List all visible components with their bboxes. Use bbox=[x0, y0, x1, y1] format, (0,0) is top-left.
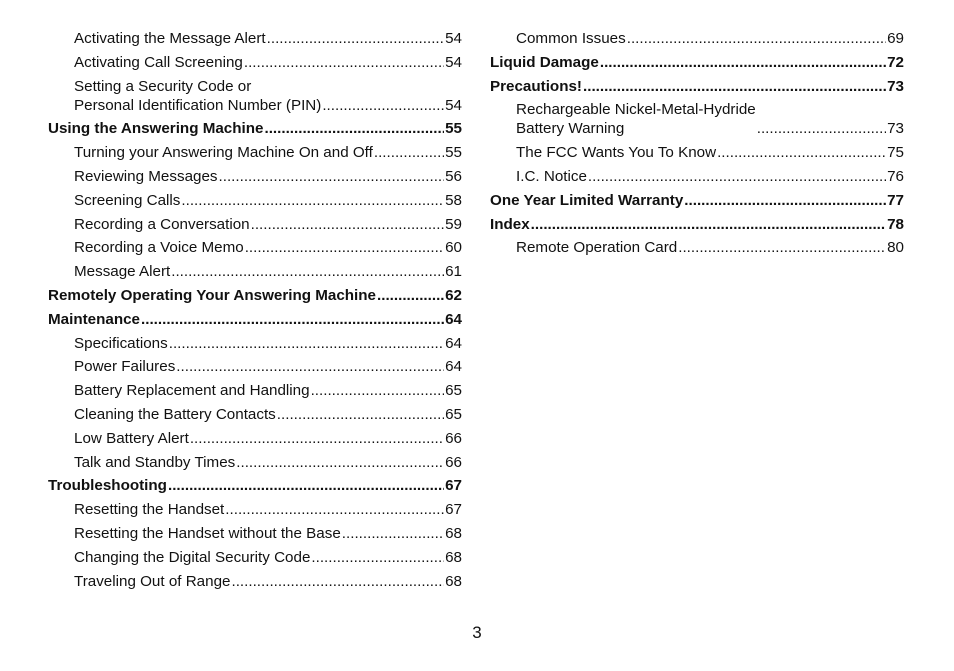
toc-entry[interactable] bbox=[48, 238, 462, 257]
toc-section-page: 77 bbox=[887, 191, 904, 209]
toc-section-title: Troubleshooting bbox=[48, 477, 167, 495]
toc-section[interactable] bbox=[490, 215, 904, 234]
toc-entry[interactable] bbox=[48, 357, 462, 376]
toc-entry-title bbox=[74, 77, 321, 115]
toc-entry-title: Activating Call Screening bbox=[74, 53, 243, 71]
toc-entry-title: Remote Operation Card bbox=[516, 239, 678, 257]
toc-entry-title-line1: Rechargeable Nickel-Metal-Hydride bbox=[516, 101, 756, 119]
dot-leader bbox=[141, 310, 444, 329]
dot-leader bbox=[757, 119, 886, 138]
toc-entry-page: 59 bbox=[445, 215, 462, 233]
dot-leader bbox=[322, 96, 444, 115]
toc-entry-page: 54 bbox=[445, 53, 462, 71]
toc-entry[interactable] bbox=[48, 524, 462, 543]
toc-section-title: Liquid Damage bbox=[490, 53, 599, 71]
dot-leader bbox=[190, 429, 444, 448]
toc-section[interactable] bbox=[490, 53, 904, 72]
toc-section[interactable] bbox=[48, 286, 462, 305]
toc-entry-title: Reviewing Messages bbox=[74, 167, 218, 185]
toc-section-page: 55 bbox=[445, 120, 462, 138]
toc-entry-title: Recording a Voice Memo bbox=[74, 239, 244, 257]
toc-entry[interactable] bbox=[48, 215, 462, 234]
toc-entry-title: Cleaning the Battery Contacts bbox=[74, 405, 276, 423]
toc-entry-title: Recording a Conversation bbox=[74, 215, 250, 233]
dot-leader bbox=[181, 191, 444, 210]
dot-leader bbox=[311, 381, 445, 400]
toc-section-title: Remotely Operating Your Answering Machine bbox=[48, 286, 376, 304]
toc-section-title: Index bbox=[490, 215, 530, 233]
dot-leader bbox=[169, 334, 444, 353]
toc-entry-title: Traveling Out of Range bbox=[74, 572, 231, 590]
toc-entry-page: 75 bbox=[887, 144, 904, 162]
toc-entry-title: Low Battery Alert bbox=[74, 429, 189, 447]
toc-entry-page: 64 bbox=[445, 334, 462, 352]
toc-section-page: 67 bbox=[445, 477, 462, 495]
toc-entry[interactable] bbox=[48, 167, 462, 186]
toc-entry[interactable] bbox=[490, 143, 904, 162]
dot-leader bbox=[342, 524, 444, 543]
toc-right-column bbox=[490, 29, 904, 262]
dot-leader bbox=[684, 191, 886, 210]
toc-entry-page: 65 bbox=[445, 405, 462, 423]
toc-entry-page: 61 bbox=[445, 263, 462, 281]
toc-entry-page: 66 bbox=[445, 429, 462, 447]
dot-leader bbox=[245, 238, 444, 257]
toc-section[interactable] bbox=[490, 191, 904, 210]
dot-leader bbox=[267, 29, 444, 48]
toc-entry-page: 56 bbox=[445, 167, 462, 185]
toc-entry[interactable] bbox=[48, 262, 462, 281]
toc-entry[interactable] bbox=[48, 29, 462, 48]
toc-entry-page: 68 bbox=[445, 548, 462, 566]
toc-entry-title: Power Failures bbox=[74, 358, 176, 376]
dot-leader bbox=[678, 238, 886, 257]
toc-entry[interactable] bbox=[48, 77, 462, 115]
toc-entry-page: 69 bbox=[887, 30, 904, 47]
toc-entry[interactable] bbox=[48, 143, 462, 162]
dot-leader bbox=[231, 572, 444, 591]
toc-entry-page: 68 bbox=[445, 572, 462, 590]
toc-entry-page: 55 bbox=[445, 144, 462, 162]
toc-entry-title: Common Issues bbox=[516, 30, 626, 47]
dot-leader bbox=[588, 167, 886, 186]
dot-leader bbox=[311, 548, 444, 567]
toc-entry-title-line1: Setting a Security Code or bbox=[74, 77, 252, 95]
toc-section-title: Using the Answering Machine bbox=[48, 120, 264, 138]
toc-entry[interactable] bbox=[490, 29, 904, 48]
dot-leader bbox=[225, 500, 444, 519]
dot-leader bbox=[219, 167, 445, 186]
dot-leader bbox=[374, 143, 444, 162]
toc-left-column bbox=[48, 29, 462, 595]
toc-entry-page: 58 bbox=[445, 191, 462, 209]
toc-entry-title: Activating the Message Alert bbox=[74, 30, 266, 47]
toc-entry-page: 68 bbox=[445, 524, 462, 542]
toc-section-page: 73 bbox=[887, 77, 904, 95]
toc-section[interactable] bbox=[48, 310, 462, 329]
toc-section-title: Maintenance bbox=[48, 310, 140, 328]
toc-section[interactable] bbox=[490, 77, 904, 96]
toc-entry-page: 65 bbox=[445, 382, 462, 400]
toc-entry-title-line2: Personal Identification Number (PIN) bbox=[74, 96, 322, 114]
toc-entry[interactable] bbox=[48, 53, 462, 72]
toc-entry[interactable] bbox=[48, 572, 462, 591]
toc-entry[interactable] bbox=[48, 191, 462, 210]
toc-entry[interactable] bbox=[48, 334, 462, 353]
toc-entry-page: 64 bbox=[445, 358, 462, 376]
toc-entry-title: Turning your Answering Machine On and Off bbox=[74, 144, 373, 162]
dot-leader bbox=[251, 215, 444, 234]
toc-entry[interactable] bbox=[48, 405, 462, 424]
dot-leader bbox=[277, 405, 444, 424]
dot-leader bbox=[377, 286, 444, 305]
toc-section-page: 64 bbox=[445, 310, 462, 328]
toc-section-title: Precautions! bbox=[490, 77, 582, 95]
toc-entry-title: Resetting the Handset without the Base bbox=[74, 524, 341, 542]
dot-leader bbox=[244, 53, 444, 72]
toc-entry-page: 60 bbox=[445, 239, 462, 257]
page-number: 3 bbox=[472, 623, 482, 642]
dot-leader bbox=[717, 143, 886, 162]
toc-entry-title: Screening Calls bbox=[74, 191, 181, 209]
toc-entry-page: 67 bbox=[445, 501, 462, 519]
dot-leader bbox=[168, 476, 444, 495]
toc-entry-title: Message Alert bbox=[74, 263, 171, 281]
dot-leader bbox=[627, 29, 886, 48]
dot-leader bbox=[531, 215, 886, 234]
toc-section-page: 62 bbox=[445, 286, 462, 304]
toc-section[interactable] bbox=[48, 119, 462, 138]
toc-entry[interactable] bbox=[48, 453, 462, 472]
toc-entry-page: 66 bbox=[445, 453, 462, 471]
dot-leader bbox=[583, 77, 886, 96]
toc-entry[interactable] bbox=[490, 238, 904, 257]
dot-leader bbox=[171, 262, 444, 281]
toc-entry-title: Specifications bbox=[74, 334, 168, 352]
toc-section[interactable] bbox=[48, 476, 462, 495]
toc-entry-title: Resetting the Handset bbox=[74, 501, 225, 519]
toc-entry-title bbox=[516, 100, 756, 138]
toc-entry-title: Battery Replacement and Handling bbox=[74, 382, 310, 400]
toc-entry-page: 73 bbox=[887, 120, 904, 138]
toc-entry-title: Talk and Standby Times bbox=[74, 453, 236, 471]
toc-entry-page: 76 bbox=[887, 167, 904, 185]
toc-entry[interactable] bbox=[490, 100, 904, 138]
dot-leader bbox=[176, 357, 444, 376]
toc-entry-title: The FCC Wants You To Know bbox=[516, 144, 717, 162]
toc-entry[interactable] bbox=[48, 429, 462, 448]
dot-leader bbox=[236, 453, 444, 472]
dot-leader bbox=[600, 53, 886, 72]
toc-entry-page: 80 bbox=[887, 239, 904, 257]
toc-entry[interactable] bbox=[48, 548, 462, 567]
dot-leader bbox=[264, 119, 444, 138]
toc-section-page: 78 bbox=[887, 215, 904, 233]
toc-entry-title: Changing the Digital Security Code bbox=[74, 548, 311, 566]
toc-entry-title: I.C. Notice bbox=[516, 167, 587, 185]
toc-entry[interactable] bbox=[48, 381, 462, 400]
toc-entry-page: 54 bbox=[445, 30, 462, 47]
toc-section-page: 72 bbox=[887, 53, 904, 71]
toc-entry[interactable] bbox=[490, 167, 904, 186]
toc-entry[interactable] bbox=[48, 500, 462, 519]
toc-entry-title-line2: Battery Warning bbox=[516, 120, 625, 138]
toc-entry-page: 54 bbox=[445, 96, 462, 114]
toc-section-title: One Year Limited Warranty bbox=[490, 191, 684, 209]
